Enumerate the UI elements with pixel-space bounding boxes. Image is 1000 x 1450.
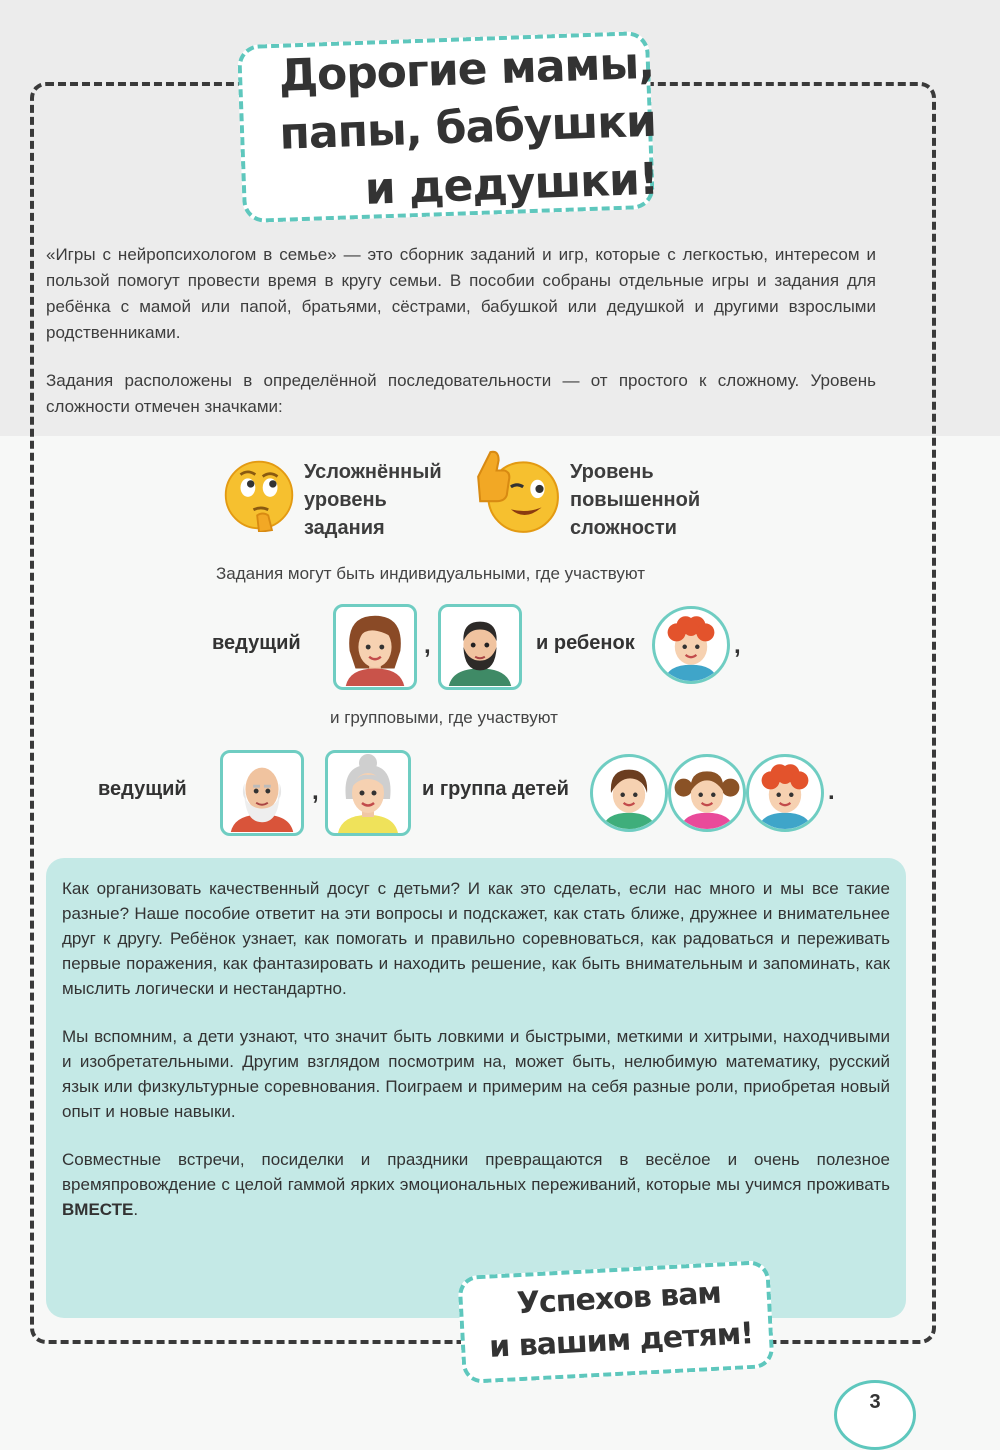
page-number: 3 bbox=[834, 1380, 916, 1450]
group-end-dot: . bbox=[828, 778, 835, 805]
individual-child-label: и ребенок bbox=[536, 632, 635, 654]
group-comma: , bbox=[312, 778, 319, 805]
thumbs-up-smiley-icon bbox=[470, 446, 562, 538]
group-children-label: и группа детей bbox=[422, 778, 569, 800]
grandmother-avatar bbox=[325, 750, 411, 836]
info-panel-text bbox=[62, 876, 890, 1245]
panel-paragraph-3 bbox=[62, 1147, 890, 1222]
grandfather-avatar bbox=[220, 750, 304, 836]
intro-text bbox=[46, 242, 876, 442]
brown-hair-boy-avatar bbox=[590, 754, 668, 832]
title-line-3: и дедушки! bbox=[363, 153, 659, 215]
level-advanced bbox=[222, 458, 442, 542]
mother-avatar bbox=[333, 604, 417, 690]
panel-paragraph-2: Мы вспомним, а дети узнают, что значит быть ловкими и быстрыми, меткими и хитрыми, находчивыми и изобретательными. Другим взглядом посмотрим на, может быть, нелюбимую математику, русский язык или физкультурные соревнования. Поиграем и примерим на себя разные роли, приобретая новый опыт и новые навыки. bbox=[62, 1027, 890, 1121]
group-host-label: ведущий bbox=[98, 778, 187, 800]
closing-line-1: Успехов вам bbox=[516, 1275, 722, 1322]
level-high-label: Уровень повышенной сложности bbox=[570, 461, 701, 539]
red-hair-boy-avatar bbox=[746, 754, 824, 832]
level-high bbox=[470, 446, 700, 542]
together-emphasis: ВМЕСТЕ bbox=[62, 1200, 134, 1219]
closing-line-2: и вашим детям! bbox=[488, 1316, 754, 1365]
title-line-2: папы, бабушки bbox=[278, 95, 657, 160]
page-title bbox=[233, 35, 659, 224]
red-hair-child-avatar bbox=[652, 606, 730, 684]
group-caption: и групповыми, где участвуют bbox=[330, 708, 558, 727]
panel-paragraph-3-text: Совместные встречи, посиделки и праздники превращаются в весёлое и очень полезное времяпровождение с целой гаммой ярких эмоциональных переживаний, которые мы учимся проживать bbox=[62, 1150, 890, 1194]
pigtails-girl-avatar bbox=[668, 754, 746, 832]
thinking-smiley-icon bbox=[222, 458, 296, 532]
individual-comma: , bbox=[424, 632, 431, 659]
level-advanced-label: Усложнённый уровень задания bbox=[304, 461, 442, 539]
individual-end-comma: , bbox=[734, 632, 741, 659]
intro-paragraph-1: «Игры с нейропсихологом в семье» — это сборник заданий и игр, которые с легкостью, интересом и пользой помогут провести время в кругу семьи. В пособии собраны отдельные игры и задания для ребёнка с мамой или папой, братьями, сёстрами, бабушкой или дедушкой и другими взрослыми родственниками. bbox=[46, 245, 876, 342]
title-line-1: Дорогие мамы, bbox=[277, 37, 655, 102]
individual-caption: Задания могут быть индивидуальными, где участвуют bbox=[216, 564, 646, 583]
intro-paragraph-2: Задания расположены в определённой последовательности — от простого к сложному. Уровень сложности отмечен значками: bbox=[46, 371, 876, 416]
individual-host-label: ведущий bbox=[212, 632, 301, 654]
panel-paragraph-1: Как организовать качественный досуг с детьми? И как это сделать, если нас много и мы все такие разные? Наше пособие ответит на эти вопросы и подскажет, как стать ближе, дружнее и внимательнее друг к другу. Ребёнок узнает, как помогать и правильно соревноваться, как радоваться и переживать первые поражения, как фантазировать и находить решение, как быть внимательным и запоминать, как мыслить логически и нестандартно. bbox=[62, 879, 890, 998]
father-avatar bbox=[438, 604, 522, 690]
closing-title bbox=[468, 1270, 772, 1370]
panel-paragraph-3-end: . bbox=[133, 1200, 139, 1219]
